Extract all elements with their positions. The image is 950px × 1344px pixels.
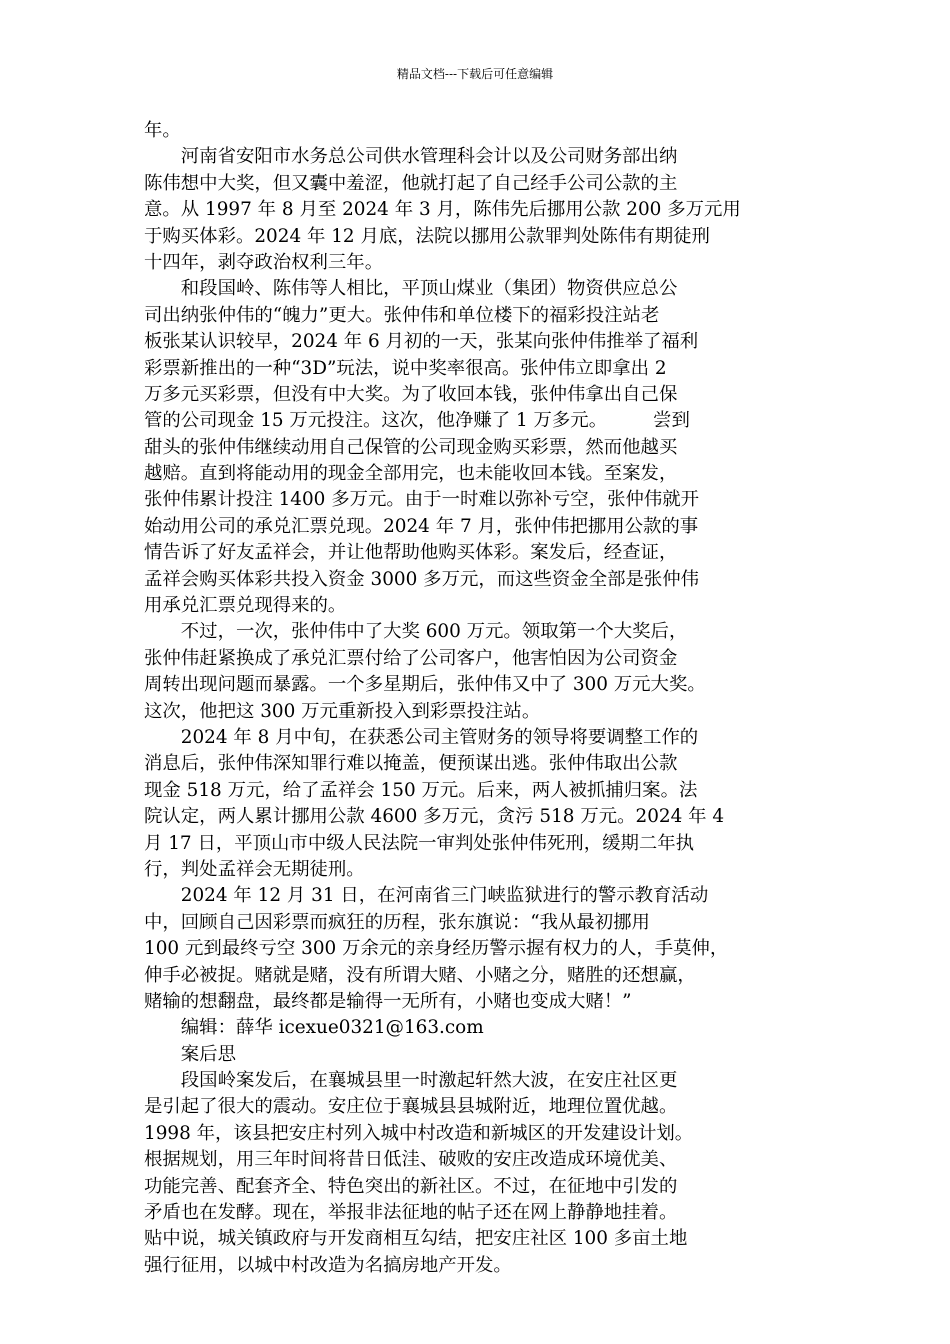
text-line: 甜头的张仲伟继续动用自己保管的公司现金购买彩票，然而他越买 xyxy=(144,436,678,458)
text-line: 功能完善、配套齐全、特色突出的新社区。不过，在征地中引发的 xyxy=(144,1175,678,1197)
text-line: 万多元买彩票，但没有中大奖。为了收回本钱，张仲伟拿出自己保 xyxy=(144,383,678,405)
text-line: 2024 年 12 月 31 日，在河南省三门峡监狱进行的警示教育活动 xyxy=(144,885,709,907)
text-line: 赌输的想翻盘，最终都是输得一无所有，小赌也变成大赌！” xyxy=(144,990,632,1012)
text-line: 用承兑汇票兑现得来的。 xyxy=(144,595,347,617)
text-line: 编辑：薛华 icexue0321@163.com xyxy=(144,1017,484,1039)
text-line: 越赔。直到将能动用的现金全部用完，也未能收回本钱。至案发， xyxy=(144,463,678,485)
text-line: 消息后，张仲伟深知罪行难以掩盖，便预谋出逃。张仲伟取出公款 xyxy=(144,753,678,775)
text-line: 现金 518 万元，给了孟祥会 150 万元。后来，两人被抓捕归案。法 xyxy=(144,779,698,801)
text-line: 始动用公司的承兑汇票兑现。2024 年 7 月，张仲伟把挪用公款的事 xyxy=(144,515,699,537)
text-line: 张仲伟累计投注 1400 多万元。由于一时难以弥补亏空，张仲伟就开 xyxy=(144,489,700,511)
text-line: 根据规划，用三年时间将昔日低洼、破败的安庄改造成环境优美、 xyxy=(144,1149,678,1171)
text-line: 院认定，两人累计挪用公款 4600 多万元，贪污 518 万元。2024 年 4 xyxy=(144,806,725,828)
text-line: 是引起了很大的震动。安庄位于襄城县县城附近，地理位置优越。 xyxy=(144,1096,678,1118)
text-line: 贴中说，城关镇政府与开发商相互勾结，把安庄社区 100 多亩土地 xyxy=(144,1228,688,1250)
text-line: 情告诉了好友孟祥会，并让他帮助他购买体彩。案发后，经查证， xyxy=(144,542,678,564)
text-line: 于购买体彩。2024 年 12 月底，法院以挪用公款罪判处陈伟有期徒刑 xyxy=(144,225,710,247)
text-line: 河南省安阳市水务总公司供水管理科会计以及公司财务部出纳 xyxy=(144,146,678,168)
text-line: 不过，一次，张仲伟中了大奖 600 万元。领取第一个大奖后， xyxy=(144,621,688,643)
text-line: 十四年，剥夺政治权利三年。 xyxy=(144,251,384,273)
text-line: 板张某认识较早，2024 年 6 月初的一天，张某向张仲伟推举了福利 xyxy=(144,331,699,353)
text-line: 周转出现问题而暴露。一个多星期后，张仲伟又中了 300 万元大奖。 xyxy=(144,674,706,696)
text-line: 意。从 1997 年 8 月至 2024 年 3 月，陈伟先后挪用公款 200 多万元用 xyxy=(144,199,741,221)
text-line: 1998 年，该县把安庄村列入城中村改造和新城区的开发建设计划。 xyxy=(144,1122,694,1144)
text-line: 张仲伟赶紧换成了承兑汇票付给了公司客户，他害怕因为公司资金 xyxy=(144,647,678,669)
text-line: 案后思 xyxy=(144,1043,236,1065)
text-line: 强行征用，以城中村改造为名搞房地产开发。 xyxy=(144,1254,512,1276)
page-header: 精品文档---下载后可任意编辑 xyxy=(396,67,554,81)
text-line: 2024 年 8 月中旬，在获悉公司主管财务的领导将要调整工作的 xyxy=(144,726,699,748)
text-line: 彩票新推出的一种“3D”玩法，说中奖率很高。张仲伟立即拿出 2 xyxy=(144,357,667,379)
text-line: 这次，他把这 300 万元重新投入到彩票投注站。 xyxy=(144,700,541,722)
text-line: 矛盾也在发酵。现在，举报非法征地的帖子还在网上静静地挂着。 xyxy=(144,1202,678,1224)
document-body xyxy=(144,118,806,1279)
text-line: 伸手必被捉。赌就是赌，没有所谓大赌、小赌之分，赌胜的还想赢， xyxy=(144,964,696,986)
text-line: 月 17 日，平顶山市中级人民法院一审判处张仲伟死刑，缓期二年执 xyxy=(144,832,695,854)
text-line: 100 元到最终亏空 300 万余元的亲身经历警示握有权力的人，手莫伸， xyxy=(144,938,729,960)
text-line: 段国岭案发后，在襄城县里一时激起轩然大波，在安庄社区更 xyxy=(144,1070,678,1092)
text-line: 年。 xyxy=(144,120,181,141)
text-line: 管的公司现金 15 万元投注。这次，他净赚了 1 万多元。 尝到 xyxy=(144,410,690,432)
text-line: 陈伟想中大奖，但又囊中羞涩，他就打起了自己经手公司公款的主 xyxy=(144,172,678,194)
text-line: 行，判处孟祥会无期徒刑。 xyxy=(144,858,365,880)
text-line: 司出纳张仲伟的“魄力”更大。张仲伟和单位楼下的福彩投注站老 xyxy=(144,304,660,326)
text-line: 孟祥会购买体彩共投入资金 3000 多万元，而这些资金全部是张仲伟 xyxy=(144,568,700,590)
text-line: 和段国岭、陈伟等人相比，平顶山煤业（集团）物资供应总公 xyxy=(144,278,678,300)
text-line: 中，回顾自己因彩票而疯狂的历程，张东旗说：“我从最初挪用 xyxy=(144,911,650,933)
